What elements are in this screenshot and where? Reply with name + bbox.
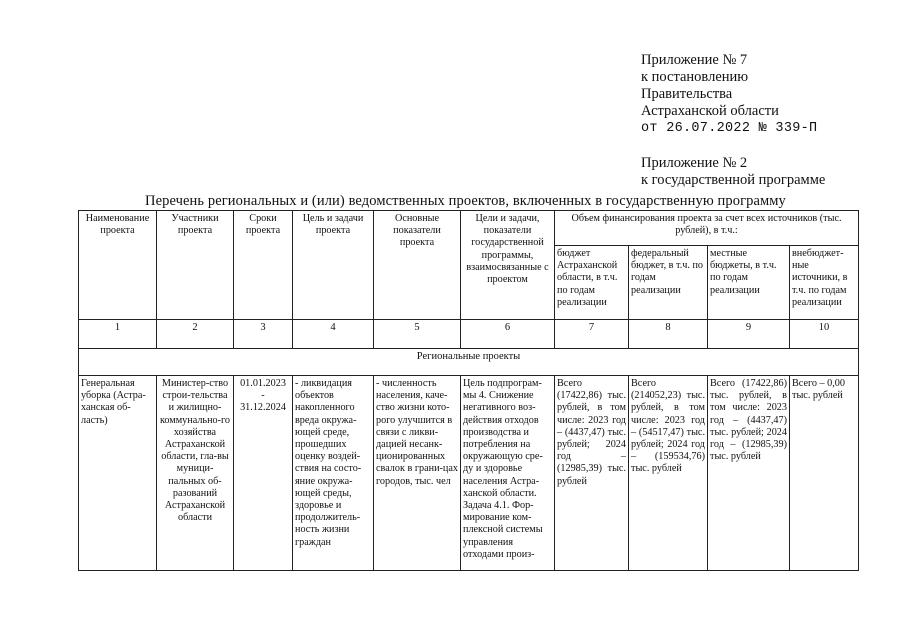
header-cell: Цели и задачи, показатели государственной программы, взаимосвязанные с проектом	[461, 211, 555, 320]
column-number: 3	[234, 320, 293, 349]
section-row	[79, 349, 859, 376]
column-number: 5	[374, 320, 461, 349]
terms-cell	[234, 376, 293, 571]
column-number: 2	[157, 320, 234, 349]
column-number: 1	[79, 320, 157, 349]
header-cell: Основные показатели проекта	[374, 211, 461, 320]
column-number: 9	[708, 320, 790, 349]
column-number: 10	[790, 320, 859, 349]
appendix-7-line: Правительства	[641, 86, 733, 102]
table-header-row	[79, 211, 859, 246]
column-number: 4	[293, 320, 374, 349]
header-cell: Цель и задачи проекта	[293, 211, 374, 320]
decree-number: от 26.07.2022 № 339-П	[641, 121, 818, 136]
program-goals-cell: Цель подпрограм-мы 4. Снижение негативного воз-действия отходов производства и потребления на окружающую сре-ду и здоровье населения Астра-ханской области. Задача 4.1. Фор-мирование ком-плексной системы управления отходами произ-	[461, 376, 555, 571]
header-cell: бюджет Астраханской области, в т.ч. по годам реализации	[555, 246, 629, 320]
fin-regional-cell: Всего (17422,86) тыс. рублей, в том числе: 2023 год – (4437,47) тыс. рублей; 2024 год – (12985,39) тыс. рублей	[555, 376, 629, 571]
indicators-cell: - численность населения, каче-ство жизни кото-рого улучшится в связи с ликви-дацией несанк-ционированных свалок в грани-цах городов, тыс. чел	[374, 376, 461, 571]
column-number: 6	[461, 320, 555, 349]
fin-federal-cell: Всего (214052,23) тыс. рублей, в том числе: 2023 год – (54517,47) тыс. рублей; 2024 год – (159534,76) тыс. рублей	[629, 376, 708, 571]
appendix-7-line: Астраханской области	[641, 103, 779, 119]
term-end: 31.12.2024	[240, 402, 286, 414]
fin-local-cell: Всего (17422,86) тыс. рублей, в том числе: 2023 год – (4437,47) тыс. рублей; 2024 год – (12985,39) тыс. рублей	[708, 376, 790, 571]
header-cell: местные бюджеты, в т.ч. по годам реализации	[708, 246, 790, 320]
appendix-7-line: к постановлению	[641, 69, 749, 85]
term-dash: -	[261, 390, 265, 402]
appendix-2-line: Приложение № 2	[641, 155, 748, 171]
fin-other-cell: Всего – 0,00 тыс. рублей	[790, 376, 859, 571]
appendix-2-line: к государственной программе	[641, 172, 826, 188]
header-cell: федеральный бюджет, в т.ч. по годам реализации	[629, 246, 708, 320]
header-cell: внебюджет-ные источники, в т.ч. по годам реализации	[790, 246, 859, 320]
term-start: 01.01.2023	[240, 378, 286, 389]
header-cell: Сроки проекта	[234, 211, 293, 320]
section-title: Региональные проекты	[79, 349, 859, 376]
header-cell: Участники проекта	[157, 211, 234, 320]
column-number: 8	[629, 320, 708, 349]
projects-table	[78, 210, 859, 571]
header-cell: Объем финансирования проекта за счет всех источников (тыс. рублей), в т.ч.:	[555, 211, 859, 246]
document-title: Перечень региональных и (или) ведомственных проектов, включенных в государственную программу	[145, 193, 786, 209]
header-cell: Наименование проекта	[79, 211, 157, 320]
appendix-2-block	[641, 155, 825, 189]
goal-cell: - ликвидация объектов накопленного вреда окружа-ющей среде, прошедших оценку воздей-ствия на состо-яние окружа-ющей среды, здоровье и продолжитель-ность жизни граждан	[293, 376, 374, 571]
project-name-cell: Генеральная уборка (Астра-ханская об-ласть)	[79, 376, 157, 571]
appendix-7-block	[641, 52, 817, 137]
participants-cell: Министер-ство строи-тельства и жилищно-коммунально-го хозяйства Астраханской области, гла-вы муници-пальных об-разований Астраханской области	[157, 376, 234, 571]
table-row	[79, 376, 859, 571]
appendix-7-line: Приложение № 7	[641, 52, 748, 68]
column-numbers-row	[79, 320, 859, 349]
column-number: 7	[555, 320, 629, 349]
